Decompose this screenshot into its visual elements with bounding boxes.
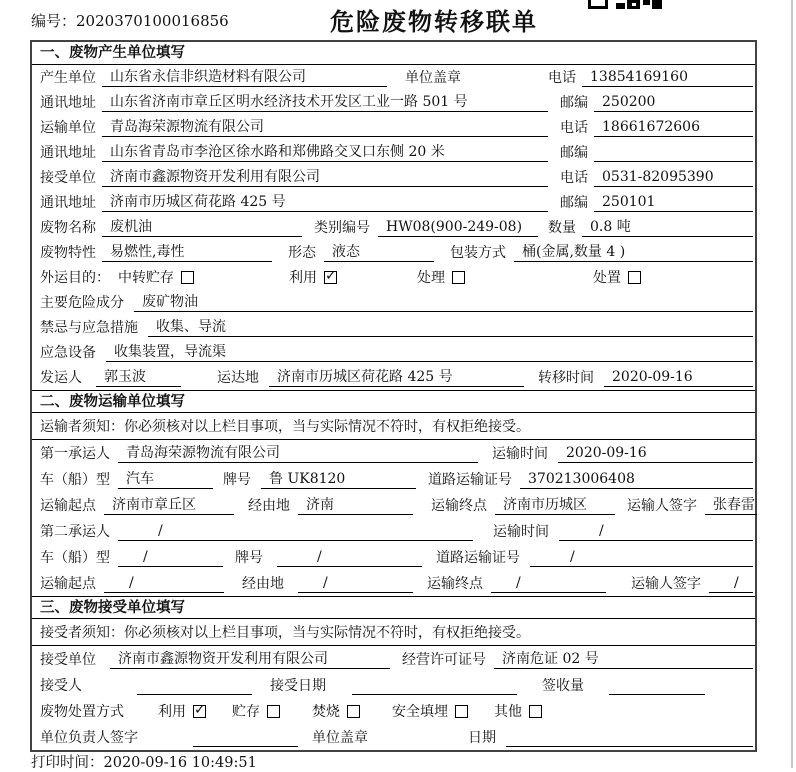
producer-address-value: 山东省济南市章丘区明水经济技术开发区工业一路 501 号 (102, 93, 548, 112)
checkbox-icon (529, 705, 542, 718)
end1-label: 运输终点 (431, 498, 487, 514)
producer-address-label: 通讯地址 (40, 95, 96, 111)
checkmark: ✓ (325, 267, 337, 284)
accept-unit-label: 接受单位 (40, 652, 96, 668)
page-edge-line (791, 0, 793, 768)
row-left (40, 192, 548, 212)
purpose-option-use (289, 267, 337, 287)
section1-heading: 一、废物产生单位填写 (32, 42, 755, 65)
acceptor-label: 接受人 (40, 678, 82, 694)
accept-date-value (352, 676, 517, 695)
vehicle1-row (32, 466, 755, 492)
packing-label: 包装方式 (450, 245, 506, 261)
permit-value: 济南危证 02 号 (494, 650, 753, 669)
transporter-phone-label: 电话 (560, 120, 588, 136)
destination-label: 运达地 (217, 370, 259, 386)
print-time-value: 2020-09-16 10:49:51 (103, 755, 257, 771)
receiver-unit-value: 济南市鑫源物资开发利用有限公司 (102, 168, 548, 187)
emergency-row (32, 315, 755, 340)
option-label: 处理 (417, 270, 445, 286)
form-value: 液态 (324, 243, 434, 262)
equipment-value: 收集装置，导流渠 (106, 343, 753, 362)
vehicle2-label: 车（船）型 (40, 550, 110, 566)
row-left (40, 92, 548, 112)
option-label: 安全填埋 (392, 704, 448, 720)
manager-sign-value (193, 728, 298, 747)
emergency-label: 禁忌与应急措施 (40, 320, 138, 336)
hazard-row (32, 290, 755, 315)
transporter-address-value: 山东省青岛市李沧区徐水路和郑佛路交叉口东侧 20 米 (102, 143, 548, 162)
option-label: 利用 (158, 704, 186, 720)
receiver-notice: 接受者须知：你必须核对以上栏目事项，当与实际情况不符时，有权拒绝接受。 (32, 619, 755, 646)
accept-date-label: 接受日期 (270, 678, 326, 694)
carrier1-label: 第一承运人 (40, 446, 110, 462)
row-left (40, 117, 548, 137)
purpose-option-treatment (417, 267, 465, 287)
purpose-option-disposal (593, 267, 641, 287)
transport-time1-label: 运输时间 (492, 446, 548, 462)
route2-row (32, 570, 755, 596)
checkbox-icon (347, 705, 360, 718)
transport-time2-label: 运输时间 (493, 524, 549, 540)
carrier1-value: 青岛海荣源物流有限公司 (118, 444, 478, 463)
received-qty-label: 签收量 (542, 678, 584, 694)
producer-phone-label: 电话 (548, 70, 576, 86)
producer-unit-label: 产生单位 (40, 70, 96, 86)
qr-block (616, 3, 625, 9)
carrier2-row (32, 518, 755, 544)
checkbox-icon (193, 701, 206, 718)
carrier1-row (32, 440, 755, 466)
accept-unit-row (32, 646, 755, 672)
sign2-label: 运输人签字 (631, 576, 701, 592)
receiver-zip-label: 邮编 (560, 195, 588, 211)
origin2-label: 运输起点 (40, 576, 96, 592)
qr-block (588, 0, 608, 9)
sign2-value: / (709, 574, 753, 593)
waste-name-row (32, 215, 755, 240)
transporter-address-label: 通讯地址 (40, 145, 96, 161)
date-label: 日期 (468, 730, 496, 746)
purpose-label: 外运目的： (40, 270, 110, 286)
qr-block (652, 0, 662, 9)
packing-value: 桶(金属,数量 4 ) (514, 243, 753, 262)
disposal-row (32, 698, 755, 724)
road-license1-label: 道路运输证号 (428, 472, 512, 488)
date-value (506, 728, 753, 747)
receiver-address-label: 通讯地址 (40, 195, 96, 211)
disposal-option-incineration (312, 701, 360, 721)
row-left (40, 142, 548, 162)
road-license1-value: 370213006408 (520, 470, 753, 489)
manager-sign-label: 单位负责人签字 (40, 730, 138, 746)
option-label: 焚烧 (312, 704, 340, 720)
accept-unit-value: 济南市鑫源物资开发利用有限公司 (110, 650, 390, 669)
option-label: 中转贮存 (118, 270, 174, 286)
road-license2-value: / (530, 548, 753, 567)
transport-time1-value: 2020-09-16 (558, 444, 753, 463)
checkbox-icon (452, 271, 465, 284)
unit-seal-label: 单位盖章 (405, 70, 461, 86)
receiver-unit-label: 接受单位 (40, 170, 96, 186)
plate2-label: 牌号 (235, 550, 263, 566)
producer-zip-label: 邮编 (560, 95, 588, 111)
producer-phone-value: 13854169160 (582, 68, 753, 87)
form-label: 形态 (288, 245, 316, 261)
equipment-row (32, 340, 755, 365)
transporter-address-row (32, 140, 755, 165)
row-left (40, 67, 548, 87)
equipment-label: 应急设备 (40, 345, 96, 361)
row-left (40, 167, 548, 187)
quantity-label: 数量 (548, 220, 576, 236)
origin1-label: 运输起点 (40, 498, 96, 514)
checkmark: ✓ (194, 701, 206, 718)
section2-heading: 二、废物运输单位填写 (32, 390, 755, 413)
vehicle1-value: 汽车 (118, 470, 213, 489)
end1-value: 济南市历城区 (495, 496, 615, 515)
receiver-address-row (32, 190, 755, 215)
vehicle2-value: / (118, 548, 223, 567)
hazard-value: 废矿物油 (134, 293, 753, 312)
carrier2-value: / (118, 522, 473, 541)
qr-block (643, 0, 650, 5)
receiver-address-value: 济南市历城区荷花路 425 号 (102, 193, 548, 212)
quantity-value: 0.8 吨 (582, 218, 753, 237)
shipper-value: 郭玉波 (96, 368, 181, 387)
transporter-phone-value: 18661672606 (594, 118, 753, 137)
producer-unit-value: 山东省永信非织造材料有限公司 (102, 68, 387, 87)
serial-label: 编号： (31, 12, 77, 30)
vehicle1-label: 车（船）型 (40, 472, 110, 488)
manager-sign-row (32, 724, 755, 750)
disposal-option-other (494, 701, 542, 721)
destination-value: 济南市历城区荷花路 425 号 (269, 368, 524, 387)
checkbox-icon (628, 271, 641, 284)
unit-seal2-label: 单位盖章 (312, 730, 368, 746)
transporter-unit-row (32, 115, 755, 140)
route1-row (32, 492, 755, 518)
disposal-option-landfill (392, 701, 468, 721)
transporter-unit-label: 运输单位 (40, 120, 96, 136)
shipper-row (32, 365, 755, 390)
plate1-label: 牌号 (223, 472, 251, 488)
waste-property-row (32, 240, 755, 265)
page-title: 危险废物转移联单 (330, 7, 538, 36)
origin2-value: / (104, 574, 224, 593)
waste-name-value: 废机油 (102, 218, 302, 237)
via1-value: 济南 (298, 496, 413, 515)
transfer-time-value: 2020-09-16 (604, 368, 753, 387)
option-label: 利用 (289, 270, 317, 286)
hazard-label: 主要危险成分 (40, 295, 124, 311)
receiver-zip-value: 250101 (594, 193, 753, 212)
transporter-zip-label: 邮编 (560, 145, 588, 161)
section3-heading: 三、废物接受单位填写 (32, 596, 755, 619)
transporter-unit-value: 青岛海荣源物流有限公司 (102, 118, 548, 137)
via2-value: / (298, 574, 413, 593)
purpose-option-transfer-storage (118, 267, 194, 287)
transporter-zip-value (594, 143, 753, 162)
waste-name-label: 废物名称 (40, 220, 96, 236)
end2-value: / (491, 574, 606, 593)
manifest-form (30, 40, 757, 752)
transporter-notice: 运输者须知：你必须核对以上栏目事项，当与实际情况不符时，有权拒绝接受。 (32, 413, 755, 440)
transfer-time-label: 转移时间 (538, 370, 594, 386)
via1-label: 经由地 (248, 498, 290, 514)
option-label: 贮存 (232, 704, 260, 720)
category-value: HW08(900-249-08) (378, 218, 538, 237)
end2-label: 运输终点 (427, 576, 483, 592)
emergency-value: 收集、导流 (148, 318, 753, 337)
option-label: 处置 (593, 270, 621, 286)
waste-property-value: 易燃性,毒性 (102, 243, 272, 262)
acceptor-row (32, 672, 755, 698)
checkbox-icon (181, 271, 194, 284)
carrier2-label: 第二承运人 (40, 524, 110, 540)
receiver-phone-label: 电话 (560, 170, 588, 186)
print-time-label: 打印时间： (31, 755, 104, 771)
permit-label: 经营许可证号 (402, 652, 486, 668)
option-label: 其他 (494, 704, 522, 720)
waste-property-label: 废物特性 (40, 245, 96, 261)
plate1-value: 鲁 UK8120 (261, 470, 416, 489)
origin1-value: 济南市章丘区 (104, 496, 234, 515)
vehicle2-row (32, 544, 755, 570)
disposal-label: 废物处置方式 (40, 704, 124, 720)
disposal-option-storage (232, 701, 280, 721)
via2-label: 经由地 (242, 576, 284, 592)
producer-address-row (32, 90, 755, 115)
producer-unit-row (32, 65, 755, 90)
producer-zip-value: 250200 (594, 93, 753, 112)
checkbox-icon (455, 705, 468, 718)
disposal-option-use (158, 701, 206, 721)
acceptor-value (137, 676, 252, 695)
plate2-value: / (277, 548, 422, 567)
checkbox-icon (324, 267, 337, 284)
transport-time2-value: / (559, 522, 753, 541)
receiver-phone-value: 0531-82095390 (594, 168, 753, 187)
serial-number: 2020370100016856 (76, 12, 229, 30)
qr-block (632, 3, 636, 6)
serial-number-line (31, 10, 229, 31)
checkbox-icon (267, 705, 280, 718)
qr-code-fragment (588, 0, 662, 10)
road-license2-label: 道路运输证号 (436, 550, 520, 566)
category-label: 类别编号 (314, 220, 370, 236)
shipper-label: 发运人 (40, 370, 82, 386)
sign1-label: 运输人签字 (627, 498, 697, 514)
receiver-unit-row (32, 165, 755, 190)
received-qty-value (609, 676, 705, 695)
sign1-value: 张春雷 (705, 496, 757, 515)
purpose-row (32, 265, 755, 290)
print-time-line (31, 751, 257, 772)
